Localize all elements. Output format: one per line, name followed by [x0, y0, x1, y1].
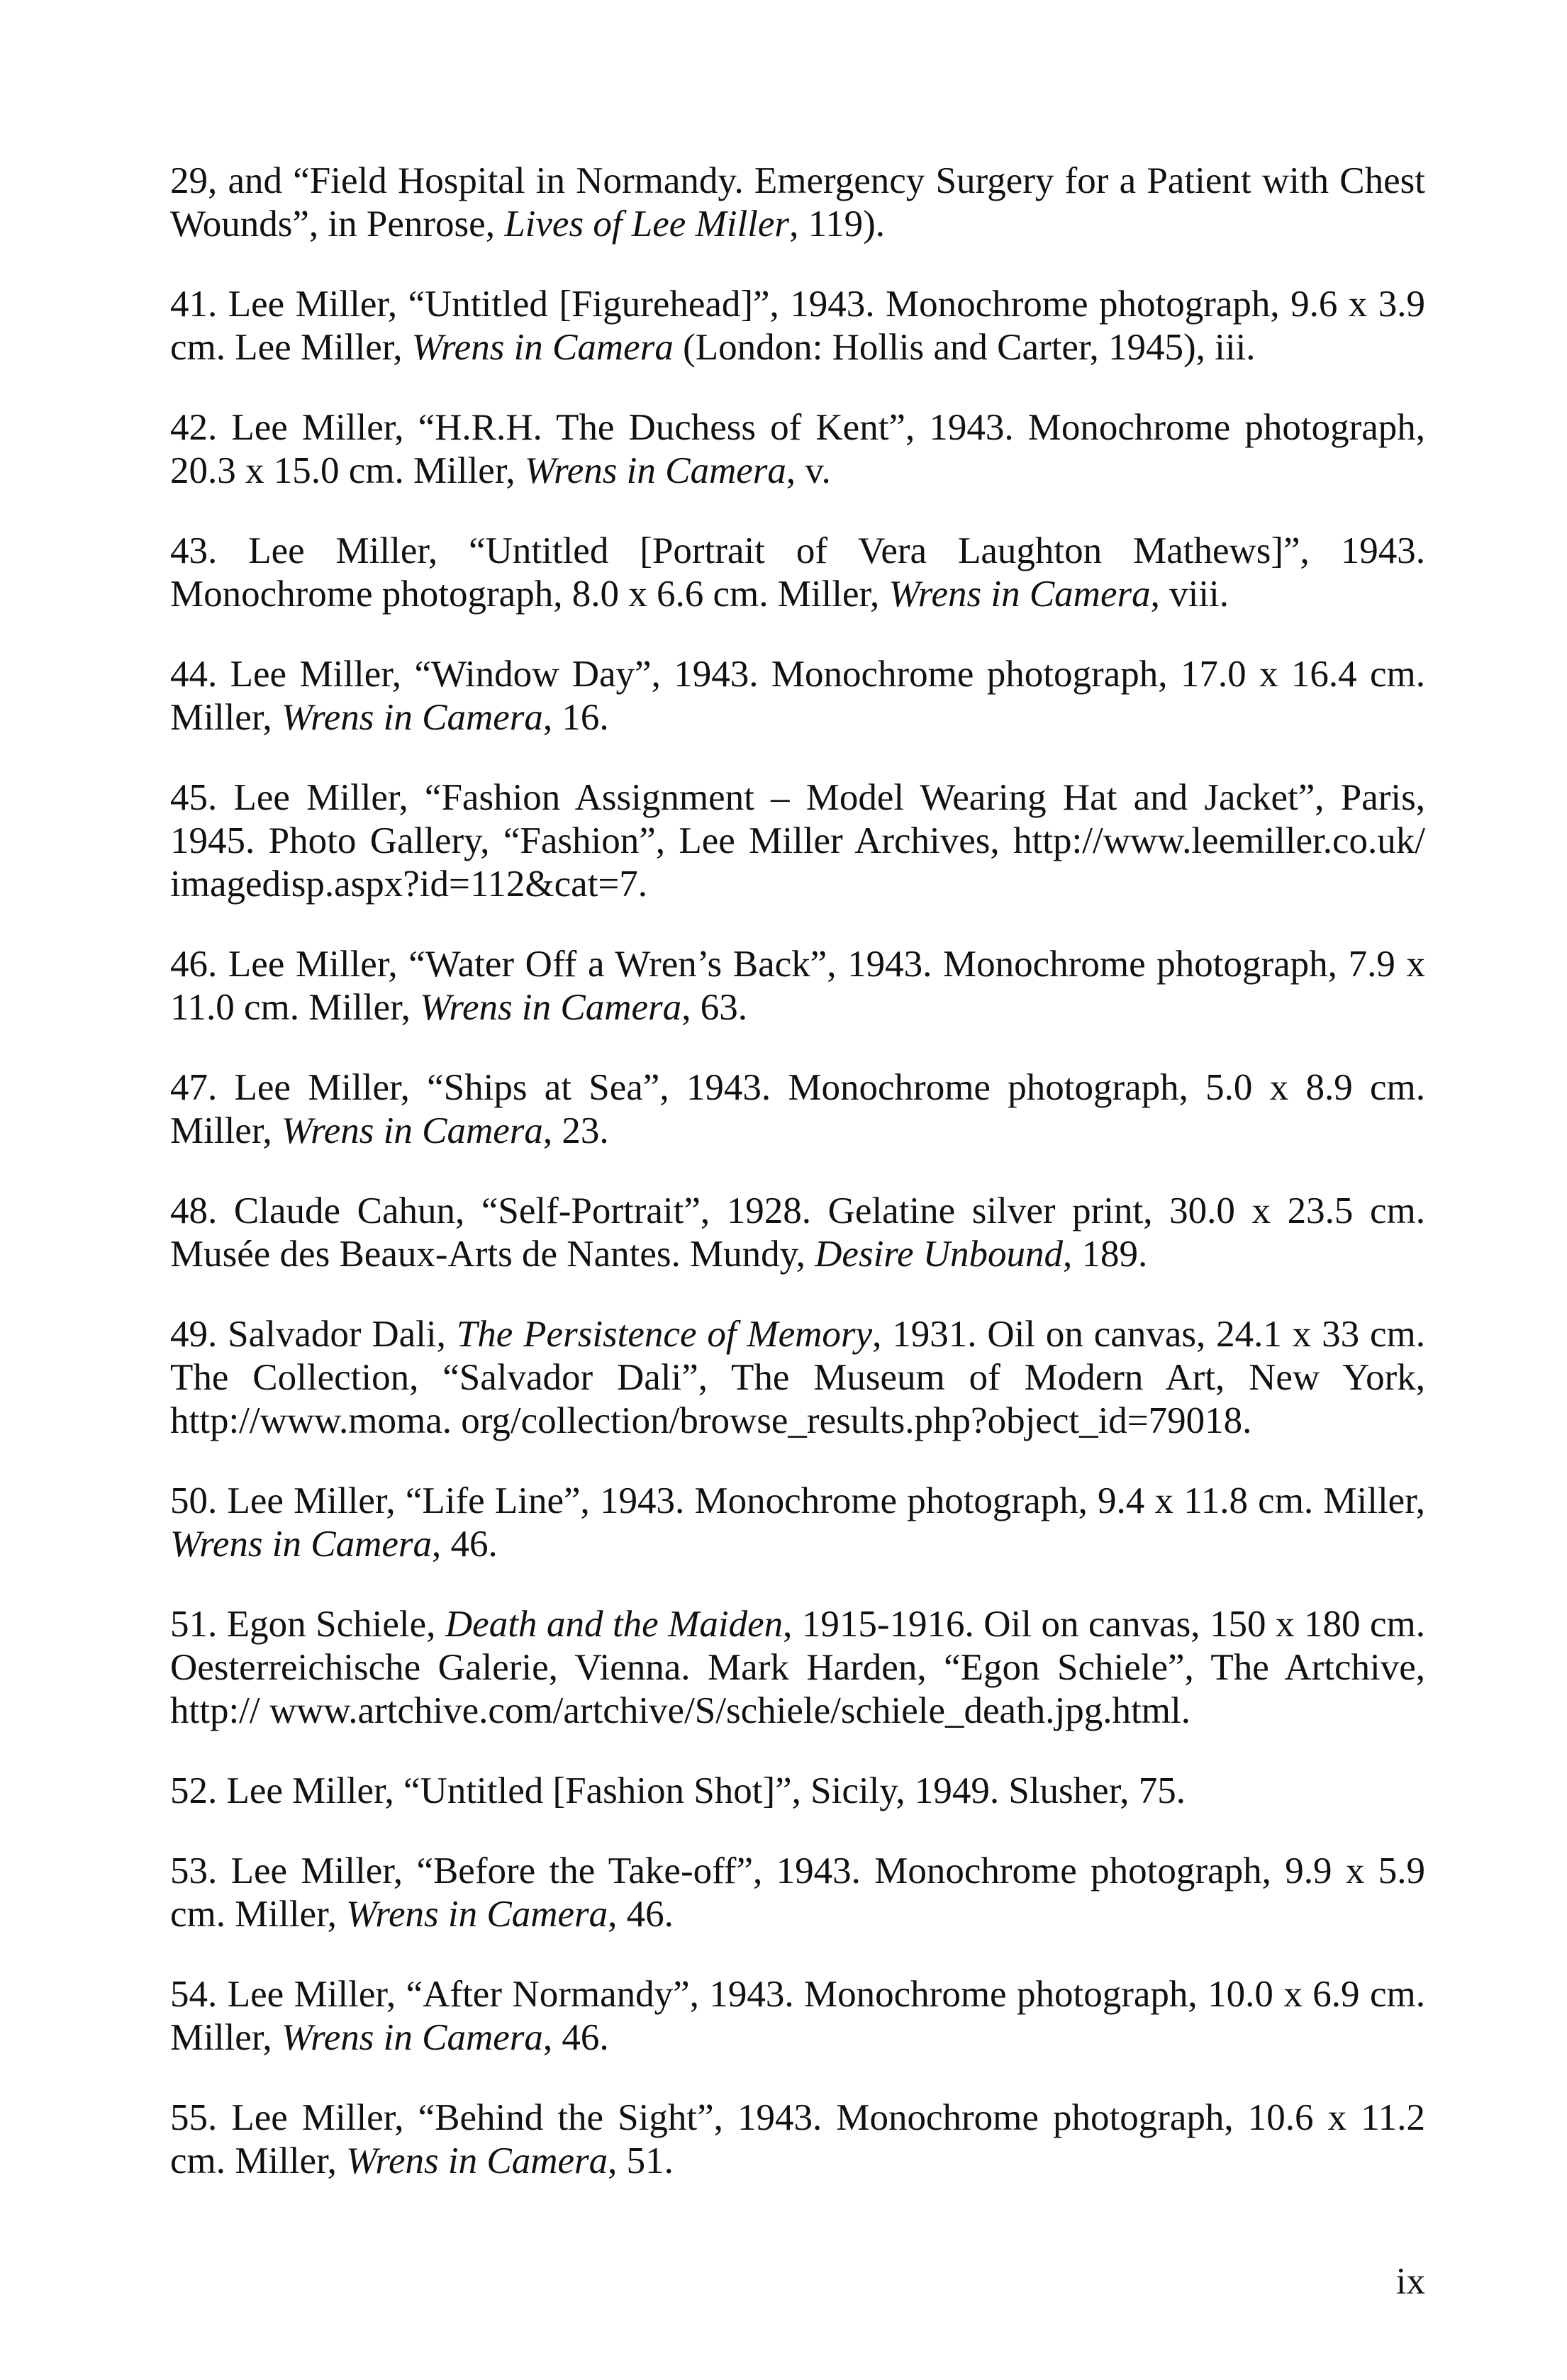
- entry-text: , 1915-1916. Oil on canvas, 150 x 180 cm. Oesterreichische Galerie, Vienna. Mark Harden, “Egon Schiele”, The Artchive, http:// www.artchive.com/artchive/S/schiele/schiele_death.jpg.html.: [170, 1604, 1426, 1731]
- entry-text: 46. Lee Miller, “Water Off a Wren’s Back”, 1943. Monochrome photograph, 7.9 x 11.0 cm. Miller,: [170, 944, 1425, 1028]
- list-of-illustrations-entry-49: [170, 1313, 1425, 1443]
- list-of-illustrations-entry-46: [170, 943, 1425, 1029]
- entry-text: , 16.: [542, 697, 609, 738]
- entry-text: 29, and “Field Hospital in Normandy. Emergency Surgery for a Patient with Chest Wounds”, in Penrose,: [170, 160, 1425, 245]
- entry-text: 53. Lee Miller, “Before the Take-off”, 1943. Monochrome photograph, 9.9 x 5.9 cm. Miller,: [170, 1850, 1425, 1935]
- italic-title: Wrens in Camera: [281, 1110, 543, 1151]
- entry-text: 43. Lee Miller, “Untitled [Portrait of Vera Laughton Mathews]”, 1943. Monochrome photograph, 8.0 x 6.6 cm. Miller,: [170, 530, 1425, 615]
- entry-text: , viii.: [1150, 574, 1229, 615]
- entry-text: , 46.: [608, 1894, 674, 1935]
- list-of-illustrations-entry-50: [170, 1480, 1425, 1566]
- entry-text: 54. Lee Miller, “After Normandy”, 1943. Monochrome photograph, 10.0 x 6.9 cm. Miller,: [170, 1974, 1425, 2058]
- list-of-illustrations-entry-52: [170, 1770, 1425, 1813]
- italic-title: Death and the Maiden: [445, 1604, 784, 1645]
- italic-title: Desire Unbound: [815, 1234, 1064, 1275]
- italic-title: Wrens in Camera: [281, 697, 543, 738]
- italic-title: Wrens in Camera: [420, 987, 682, 1028]
- list-of-illustrations-entry-47: [170, 1066, 1425, 1153]
- entry-text: 45. Lee Miller, “Fashion Assignment – Model Wearing Hat and Jacket”, Paris, 1945. Photo Gallery, “Fashion”, Lee Miller Archives, http://www.leemiller.co.uk/ imagedisp.aspx?id=112&cat=7.: [170, 777, 1425, 905]
- italic-title: Wrens in Camera: [411, 327, 674, 368]
- entry-text: 50. Lee Miller, “Life Line”, 1943. Monochrome photograph, 9.4 x 11.8 cm. Miller,: [170, 1480, 1425, 1521]
- list-of-illustrations-entry-42: [170, 406, 1425, 493]
- entry-text: , 46.: [432, 1524, 498, 1565]
- list-of-illustrations-entry-45: [170, 776, 1425, 906]
- entry-text: , 119).: [789, 203, 885, 245]
- entry-text: , 1931. Oil on canvas, 24.1 x 33 cm. The Collection, “Salvador Dali”, The Museum of Modern Art, New York, http://www.moma. org/collection/browse_results.php?object_id=79018.: [170, 1314, 1426, 1441]
- entry-text: 41. Lee Miller, “Untitled [Figurehead]”, 1943. Monochrome photograph, 9.6 x 3.9 cm. Lee Miller,: [170, 284, 1425, 368]
- italic-title: Wrens in Camera: [888, 574, 1151, 615]
- italic-title: Lives of Lee Miller: [504, 203, 790, 245]
- entry-text: 49. Salvador Dali,: [170, 1314, 457, 1355]
- italic-title: The Persistence of Memory: [456, 1314, 873, 1355]
- entry-text: 48. Claude Cahun, “Self-Portrait”, 1928. Gelatine silver print, 30.0 x 23.5 cm. Musée des Beaux-Arts de Nantes. Mundy,: [170, 1190, 1425, 1275]
- document-body: [170, 160, 1425, 2220]
- entry-text: (London: Hollis and Carter, 1945), iii.: [673, 327, 1256, 368]
- italic-title: Wrens in Camera: [170, 1524, 433, 1565]
- entry-text: 52. Lee Miller, “Untitled [Fashion Shot]”, Sicily, 1949. Slusher, 75.: [170, 1770, 1186, 1811]
- entry-text: , 51.: [608, 2140, 674, 2181]
- entry-text: 47. Lee Miller, “Ships at Sea”, 1943. Monochrome photograph, 5.0 x 8.9 cm. Miller,: [170, 1067, 1425, 1151]
- italic-title: Wrens in Camera: [524, 450, 786, 491]
- list-of-illustrations-entry-44: [170, 653, 1425, 739]
- list-of-illustrations-entry-43: [170, 530, 1425, 616]
- italic-title: Wrens in Camera: [346, 2140, 608, 2181]
- italic-title: Wrens in Camera: [281, 2017, 543, 2058]
- list-of-illustrations-entry-41: [170, 283, 1425, 369]
- entry-text: , 63.: [681, 987, 747, 1028]
- list-of-illustrations-entry-53: [170, 1850, 1425, 1936]
- entry-text: 51. Egon Schiele,: [170, 1604, 445, 1645]
- italic-title: Wrens in Camera: [346, 1894, 608, 1935]
- entry-text: , 46.: [542, 2017, 609, 2058]
- entry-text: , 23.: [542, 1110, 609, 1151]
- list-of-illustrations-entry-54: [170, 1973, 1425, 2060]
- list-of-illustrations-entry-cont-29: [170, 160, 1425, 246]
- entry-text: 55. Lee Miller, “Behind the Sight”, 1943. Monochrome photograph, 10.6 x 11.2 cm. Miller,: [170, 2097, 1425, 2181]
- page-number: ix: [1395, 2261, 1425, 2302]
- entry-text: 44. Lee Miller, “Window Day”, 1943. Monochrome photograph, 17.0 x 16.4 cm. Miller,: [170, 654, 1425, 738]
- list-of-illustrations-entry-55: [170, 2096, 1425, 2183]
- entry-text: , v.: [786, 450, 831, 491]
- entry-text: 42. Lee Miller, “H.R.H. The Duchess of Kent”, 1943. Monochrome photograph, 20.3 x 15.0 cm. Miller,: [170, 407, 1425, 491]
- entry-text: , 189.: [1063, 1234, 1148, 1275]
- list-of-illustrations-entry-51: [170, 1603, 1425, 1733]
- list-of-illustrations-entry-48: [170, 1190, 1425, 1276]
